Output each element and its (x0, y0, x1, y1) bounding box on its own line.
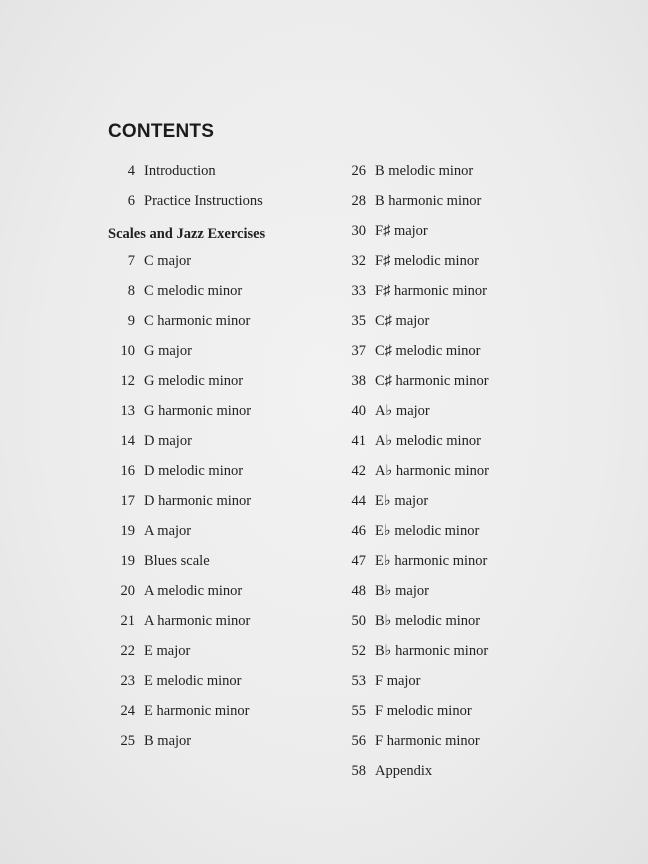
toc-entry (108, 191, 263, 211)
toc-entry-label: F melodic minor (375, 703, 472, 719)
toc-entry (336, 401, 430, 421)
toc-entry-label: B harmonic minor (375, 193, 482, 209)
toc-page-number: 22 (120, 643, 135, 659)
toc-entry-label: G melodic minor (144, 373, 244, 389)
toc-page-number: 41 (351, 433, 366, 449)
toc-entry (108, 461, 243, 481)
section-heading: Scales and Jazz Exercises (108, 226, 266, 242)
toc-entry-label: B major (144, 733, 192, 749)
toc-page-number: 19 (120, 523, 135, 539)
toc-page-number: 24 (120, 703, 135, 719)
toc-page-number: 55 (351, 703, 366, 719)
toc-page-number: 42 (351, 463, 366, 479)
toc-entry-label: B melodic minor (375, 163, 474, 179)
toc-page-number: 28 (351, 193, 366, 209)
toc-entry (108, 671, 241, 691)
toc-entry-label: E♭ harmonic minor (375, 553, 488, 569)
toc-entry (336, 761, 432, 781)
toc-entry (108, 281, 242, 301)
toc-entry (336, 581, 429, 601)
toc-entry-label: C major (144, 253, 192, 269)
toc-entry-label: D melodic minor (144, 463, 244, 479)
toc-entry-label: F harmonic minor (375, 733, 480, 749)
toc-entry (108, 641, 190, 661)
toc-page-number: 21 (120, 613, 135, 629)
toc-page-number: 40 (351, 403, 366, 419)
toc-page-number: 30 (351, 223, 366, 239)
toc-page-number: 19 (120, 553, 135, 569)
toc-entry (108, 161, 216, 181)
toc-page-number: 46 (351, 523, 366, 539)
toc-page-number: 50 (351, 613, 366, 629)
toc-entry (336, 371, 489, 391)
toc-entry (336, 191, 481, 211)
toc-page-number: 17 (120, 493, 135, 509)
toc-entry (108, 491, 251, 511)
toc-entry (108, 371, 243, 391)
toc-entry-label: Appendix (375, 763, 433, 779)
toc-page-number: 33 (351, 283, 366, 299)
toc-entry-label: B♭ major (375, 583, 429, 599)
toc-entry (336, 311, 429, 331)
toc-entry-label: C harmonic minor (144, 313, 251, 329)
toc-entry-label: Practice Instructions (144, 193, 263, 209)
toc-entry (336, 461, 489, 481)
toc-entry-label: A♭ harmonic minor (375, 463, 489, 479)
toc-entry (336, 671, 421, 691)
toc-page-number: 9 (127, 313, 135, 329)
toc-entry-label: A melodic minor (144, 583, 243, 599)
toc-page-number: 37 (351, 343, 366, 359)
toc-page-number: 56 (351, 733, 366, 749)
toc-entry-label: Introduction (144, 163, 216, 179)
toc-page-number: 6 (127, 193, 135, 209)
toc-page-number: 52 (351, 643, 366, 659)
toc-page-number: 47 (351, 553, 366, 569)
toc-entry (336, 731, 480, 751)
toc-page-number: 38 (351, 373, 366, 389)
toc-entry-label: Blues scale (144, 553, 210, 569)
toc-page-number: 25 (120, 733, 135, 749)
toc-page-number: 8 (127, 283, 135, 299)
toc-entry-label: E harmonic minor (144, 703, 250, 719)
toc-page-number: 10 (120, 343, 135, 359)
toc-entry-label: C melodic minor (144, 283, 243, 299)
toc-page-number: 20 (120, 583, 135, 599)
toc-page-number: 48 (351, 583, 366, 599)
toc-entry-label: G major (144, 343, 192, 359)
toc-page-number: 16 (120, 463, 135, 479)
toc-entry (108, 401, 251, 421)
toc-entry (108, 551, 210, 571)
toc-entry-label: F♯ harmonic minor (375, 283, 487, 299)
toc-entry (336, 611, 480, 631)
toc-page-number: 4 (127, 163, 135, 179)
toc-page-number: 44 (351, 493, 366, 509)
toc-entry (108, 311, 250, 331)
toc-entry (108, 611, 250, 631)
toc-entry (336, 431, 481, 451)
page-title: CONTENTS (108, 121, 215, 142)
toc-page-number: 23 (120, 673, 135, 689)
toc-entry-label: E melodic minor (144, 673, 242, 689)
toc-entry-label: F♯ major (375, 223, 428, 239)
toc-entry (108, 431, 192, 451)
toc-entry (336, 551, 487, 571)
toc-entry (336, 251, 479, 271)
toc-entry (336, 161, 473, 181)
toc-entry-label: E major (144, 643, 191, 659)
toc-entry (336, 701, 472, 721)
toc-entry-label: F major (375, 673, 421, 689)
toc-entry-label: A harmonic minor (144, 613, 251, 629)
toc-entry (336, 641, 488, 661)
toc-entry (108, 701, 250, 721)
toc-entry (108, 341, 192, 361)
toc-page-number: 13 (120, 403, 135, 419)
toc-entry (336, 491, 428, 511)
toc-entry-label: A♭ melodic minor (375, 433, 481, 449)
toc-page-number: 7 (127, 253, 135, 269)
toc-page-number: 35 (351, 313, 366, 329)
toc-page-number: 12 (120, 373, 135, 389)
toc-entry (108, 731, 191, 751)
toc-entry-label: C♯ melodic minor (375, 343, 481, 359)
toc-entry-label: A major (144, 523, 192, 539)
toc-entry-label: B♭ harmonic minor (375, 643, 489, 659)
toc-page-number: 26 (351, 163, 366, 179)
toc-page-number: 58 (351, 763, 366, 779)
toc-entry (108, 251, 191, 271)
toc-page-number: 14 (120, 433, 135, 449)
toc-page-number: 53 (351, 673, 366, 689)
toc-entry (108, 521, 191, 541)
toc-entry-label: E♭ major (375, 493, 429, 509)
toc-entry (336, 341, 481, 361)
toc-entry (108, 581, 242, 601)
toc-entry (336, 221, 428, 241)
toc-entry (336, 521, 479, 541)
toc-entry (336, 281, 487, 301)
toc-entry-label: D harmonic minor (144, 493, 252, 509)
toc-entry-label: B♭ melodic minor (375, 613, 481, 629)
toc-entry-label: E♭ melodic minor (375, 523, 480, 539)
toc-entry-label: G harmonic minor (144, 403, 252, 419)
toc-entry-label: C♯ major (375, 313, 430, 329)
toc-entry-label: D major (144, 433, 192, 449)
toc-page-number: 32 (351, 253, 366, 269)
toc-entry-label: A♭ major (375, 403, 430, 419)
toc-entry-label: F♯ melodic minor (375, 253, 479, 269)
toc-entry-label: C♯ harmonic minor (375, 373, 489, 389)
